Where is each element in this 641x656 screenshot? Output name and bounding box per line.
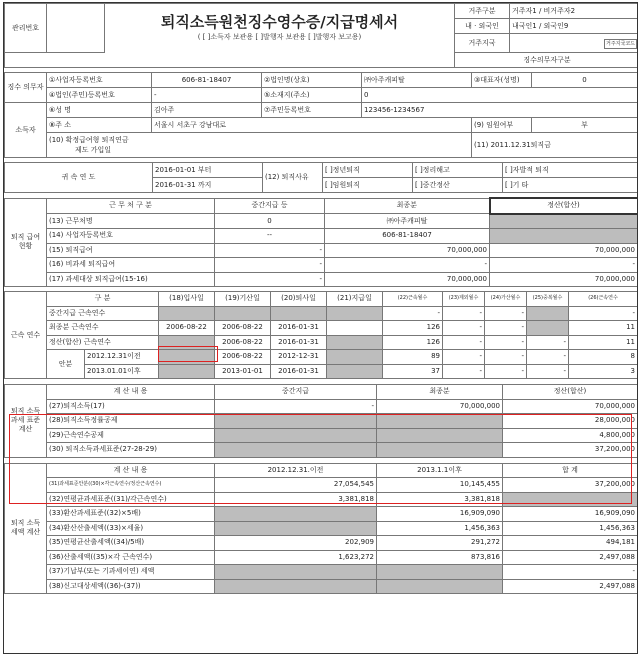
col-pay-date: (21)지급일 xyxy=(327,292,383,307)
tax-cell: 873,816 xyxy=(377,550,503,565)
corpno-value: - xyxy=(152,88,262,103)
service-cell xyxy=(271,306,327,321)
service-cell: - xyxy=(527,364,569,379)
reason-retire-age[interactable]: [ ]정년퇴직 xyxy=(323,163,413,178)
tax-calc-table xyxy=(4,463,638,595)
service-cell: - xyxy=(443,321,485,336)
table-row xyxy=(5,507,638,522)
reason-interim[interactable]: [ ]중간정산 xyxy=(413,178,503,193)
table-row xyxy=(5,321,638,336)
tax-cell: 10,145,455 xyxy=(377,478,503,493)
pay-cell-mid: - xyxy=(215,243,325,258)
tax-col-label: 계 산 내 용 xyxy=(47,463,215,478)
bizno-label: ①사업자등록번호 xyxy=(47,73,152,88)
pay-col-settle: 정산(합산) xyxy=(490,198,638,214)
basis-cell xyxy=(377,443,503,458)
service-row-label: 최종분 근속연수 xyxy=(47,321,159,336)
pay-cell-settle xyxy=(490,214,638,229)
tax-cell xyxy=(215,579,377,594)
pay-group-label: 퇴직 급여 현황 xyxy=(5,198,47,287)
pay-cell-mid: - xyxy=(215,258,325,273)
service-cell xyxy=(159,364,215,379)
service-cell: - xyxy=(527,350,569,365)
table-row xyxy=(5,579,638,594)
basis-group-label: 퇴직 소득 과세 표준 계산 xyxy=(5,385,47,458)
recipient-addr-label: ⑧주 소 xyxy=(47,118,152,133)
name-label: ⑥성 명 xyxy=(47,103,152,118)
basis-cell xyxy=(215,443,377,458)
tax-cell xyxy=(215,507,377,522)
reason-other[interactable]: [ ]기 타 xyxy=(503,178,638,193)
table-row xyxy=(5,258,638,273)
pay-cell-final: 70,000,000 xyxy=(325,272,490,287)
period-from: 2016-01-01 부터 xyxy=(153,163,263,178)
pay-row-label: (14) 사업자등록번호 xyxy=(47,229,215,244)
name-value: 김아주 xyxy=(152,103,262,118)
table-row xyxy=(5,492,638,507)
service-cell: - xyxy=(443,335,485,350)
basis-cell xyxy=(215,428,377,443)
rep-label: ③대표자(성명) xyxy=(472,73,532,88)
service-cell: 126 xyxy=(383,321,443,336)
final-hire-date: 2006-08-22 xyxy=(159,321,215,336)
tax-cell: 2,497,088 xyxy=(503,550,638,565)
service-cell: - xyxy=(443,364,485,379)
form-header xyxy=(4,3,638,68)
form-title: 퇴직소득원천징수영수증/지급명세서 xyxy=(160,13,399,32)
pay-cell-settle: - xyxy=(490,258,638,273)
tax-cell: 1,456,363 xyxy=(503,521,638,536)
period-label: 귀 속 연 도 xyxy=(5,163,153,193)
table-row xyxy=(5,272,638,287)
pay-row-label: (17) 과세대상 퇴직급여(15-16) xyxy=(47,272,215,287)
recipient-addr-value: 서울시 서초구 강남대로 xyxy=(152,118,472,133)
rep-value: 0 xyxy=(532,73,638,88)
service-row-label: 정산(합산) 근속연수 xyxy=(47,335,159,350)
corp-value: ㈜아주캐피탈 xyxy=(362,73,472,88)
basis-cell xyxy=(377,428,503,443)
tax-cell xyxy=(503,492,638,507)
pay-row-label: (16) 비과세 퇴직급여 xyxy=(47,258,215,273)
table-row xyxy=(5,428,638,443)
pay-cell-settle: 70,000,000 xyxy=(490,243,638,258)
tax-cell: 291,272 xyxy=(377,536,503,551)
basis-col-mid: 중간지급 xyxy=(215,385,377,400)
tax-cell: - xyxy=(503,565,638,580)
service-cell: - xyxy=(485,321,527,336)
tax-cell: 202,909 xyxy=(215,536,377,551)
tax-cell: 16,909,090 xyxy=(377,507,503,522)
tax-row-label: (35)연평균산출세액((34)/5배) xyxy=(47,536,215,551)
basis-cell xyxy=(215,414,377,429)
col-leave-date: (20)퇴사일 xyxy=(271,292,327,307)
pension-date-label-2: 제도 가입일 xyxy=(75,146,112,154)
period-info xyxy=(4,162,638,193)
table-row xyxy=(5,521,638,536)
recipient-group-label: 소득자 xyxy=(5,103,47,158)
tax-cell: 3,381,818 xyxy=(377,492,503,507)
rrn-label: ⑦주민등록번호 xyxy=(262,103,362,118)
service-cell: - xyxy=(443,306,485,321)
rrn-value: 123456-1234567 xyxy=(362,103,638,118)
basis-cell: 70,000,000 xyxy=(503,399,638,414)
service-table xyxy=(4,291,638,379)
date11-label: (11) 2011.12.31퇴직금 xyxy=(472,133,638,158)
col-months: (22)근속월수 xyxy=(383,292,443,307)
party-info xyxy=(4,72,638,158)
service-cell xyxy=(327,306,383,321)
tax-row-label: (31)과세표준안분((30)×각근속연수/정산근속연수) xyxy=(47,478,215,493)
table-row xyxy=(5,350,638,365)
service-cell: 2012-12-31 xyxy=(271,350,327,365)
pay-row-label: (13) 근무처명 xyxy=(47,214,215,229)
tax-cell xyxy=(377,579,503,594)
service-cell: 2016-01-31 xyxy=(271,364,327,379)
tax-cell: 1,623,272 xyxy=(215,550,377,565)
pay-col-label: 근 무 처 구 분 xyxy=(47,198,215,214)
reason-voluntary[interactable]: [ ]자발적 퇴직 xyxy=(503,163,638,178)
table-row xyxy=(5,335,638,350)
pay-cell-final: 70,000,000 xyxy=(325,243,490,258)
table-row xyxy=(5,478,638,493)
service-cell: 3 xyxy=(569,364,638,379)
tax-cell: 27,054,545 xyxy=(215,478,377,493)
tax-cell: 494,181 xyxy=(503,536,638,551)
pay-cell-mid: -- xyxy=(215,229,325,244)
service-cell: - xyxy=(443,350,485,365)
table-row xyxy=(5,414,638,429)
service-cell xyxy=(327,350,383,365)
pay-row-label: (15) 퇴직급여 xyxy=(47,243,215,258)
service-cell: 89 xyxy=(383,350,443,365)
tax-row-label: (37)기납부(또는 기과세이연) 세액 xyxy=(47,565,215,580)
service-cell xyxy=(159,335,215,350)
residency-value: 거주자1 / 비거주자2 xyxy=(510,4,639,19)
service-cell: 8 xyxy=(569,350,638,365)
service-cell xyxy=(527,306,569,321)
service-cell: - xyxy=(527,335,569,350)
basis-row-label: (30) 퇴직소득과세표준(27-28-29) xyxy=(47,443,215,458)
service-cell: 11 xyxy=(569,335,638,350)
addr-value: 0 xyxy=(362,88,638,103)
tax-col-pre: 2012.12.31.이전 xyxy=(215,463,377,478)
pay-col-final: 최종분 xyxy=(325,198,490,214)
service-cell: 37 xyxy=(383,364,443,379)
table-row xyxy=(5,443,638,458)
tax-cell xyxy=(215,521,377,536)
col-dup: (25)중복월수 xyxy=(527,292,569,307)
service-cell: 126 xyxy=(383,335,443,350)
country-label: 거주지국 xyxy=(455,34,510,53)
col-years: (26)근속연수 xyxy=(569,292,638,307)
basis-cell: 28,000,000 xyxy=(503,414,638,429)
officer-label: (9) 임원여부 xyxy=(472,118,532,133)
mgmt-no-value[interactable] xyxy=(47,4,105,53)
table-row xyxy=(5,229,638,244)
service-cell: 2016-01-31 xyxy=(271,335,327,350)
service-cell: 11 xyxy=(569,321,638,336)
residency-label: 거주구분 xyxy=(455,4,510,19)
table-row xyxy=(5,565,638,580)
tax-cell: 3,381,818 xyxy=(215,492,377,507)
service-cell: 2013-01-01 xyxy=(215,364,271,379)
service-cell: 2006-08-22 xyxy=(215,335,271,350)
corpno-label: ④법인(주민)등록번호 xyxy=(47,88,152,103)
tax-cell xyxy=(377,565,503,580)
reason-layoff[interactable]: [ ]정리해고 xyxy=(413,163,503,178)
tax-base-table xyxy=(4,384,638,458)
tax-cell xyxy=(215,565,377,580)
tax-row-label: (32)연평균과세표준((31)/각근속연수) xyxy=(47,492,215,507)
service-cell: - xyxy=(485,306,527,321)
country-code-box: 거주지국코드 xyxy=(606,40,635,47)
basis-cell xyxy=(377,414,503,429)
tax-cell: 37,200,000 xyxy=(503,478,638,493)
reason-officer[interactable]: [ ]임원퇴직 xyxy=(323,178,413,193)
tax-cell: 16,909,090 xyxy=(503,507,638,522)
table-row xyxy=(5,214,638,229)
pay-cell-final: ㈜아주캐피탈 xyxy=(325,214,490,229)
col-excluded: (23)제외월수 xyxy=(443,292,485,307)
table-row xyxy=(5,306,638,321)
tax-row-label: (36)산출세액((35)×각 근속연수) xyxy=(47,550,215,565)
pay-cell-mid: 0 xyxy=(215,214,325,229)
service-cell: - xyxy=(485,364,527,379)
service-cell xyxy=(327,364,383,379)
service-group-label: 근속 연수 xyxy=(5,292,47,379)
table-row xyxy=(5,550,638,565)
basis-cell: 70,000,000 xyxy=(377,399,503,414)
pay-table xyxy=(4,197,638,287)
pay-cell-final: 606-81-18407 xyxy=(325,229,490,244)
tax-group-label: 퇴직 소득 세액 계산 xyxy=(5,463,47,594)
basis-cell: 4,800,000 xyxy=(503,428,638,443)
form-subtitle: ( [ ]소득자 보관용 [ ]발행자 보관용 [ ]발행자 보고용) xyxy=(197,33,362,42)
addr-label: ⑤소재지(주소) xyxy=(262,88,362,103)
split-label: 안분 xyxy=(47,350,85,379)
pay-cell-final: - xyxy=(325,258,490,273)
service-cell: 2016-01-31 xyxy=(271,321,327,336)
bizno-value: 606-81-18407 xyxy=(152,73,262,88)
basis-row-label: (29)근속연수공제 xyxy=(47,428,215,443)
reason-label: (12) 퇴직사유 xyxy=(263,163,323,193)
table-row xyxy=(5,364,638,379)
tax-row-label: (33)환산과세표준((32)×5배) xyxy=(47,507,215,522)
service-cell: - xyxy=(485,335,527,350)
basis-row-label: (28)퇴직소득정률공제 xyxy=(47,414,215,429)
service-row-label: 2013.01.01이후 xyxy=(85,364,159,379)
basis-cell: - xyxy=(215,399,377,414)
basis-col-label: 계 산 내 용 xyxy=(47,385,215,400)
tax-row-label: (38)신고대상세액((36)-(37)) xyxy=(47,579,215,594)
basis-row-label: (27)퇴직소득(17) xyxy=(47,399,215,414)
basis-col-final: 최종분 xyxy=(377,385,503,400)
service-cell: - xyxy=(485,350,527,365)
period-to: 2016-01-31 까지 xyxy=(153,178,263,193)
table-row xyxy=(5,536,638,551)
service-row-label: 중간지급 근속연수 xyxy=(47,306,159,321)
tax-cell: 1,456,363 xyxy=(377,521,503,536)
service-cell: - xyxy=(383,306,443,321)
service-col-label: 구 분 xyxy=(47,292,159,307)
table-row xyxy=(5,399,638,414)
service-cell xyxy=(327,321,383,336)
tax-col-total: 합 계 xyxy=(503,463,638,478)
tax-cell: 2,497,088 xyxy=(503,579,638,594)
col-added: (24)가산월수 xyxy=(485,292,527,307)
withholder-group-label: 징수 의무자 xyxy=(5,73,47,103)
withholding-receipt-form xyxy=(3,2,638,654)
pay-cell-mid: - xyxy=(215,272,325,287)
service-cell: 2006-08-22 xyxy=(215,321,271,336)
tax-col-post: 2013.1.1이후 xyxy=(377,463,503,478)
pension-date-label-1: (10) 확정급여형 퇴직연금 xyxy=(49,136,129,144)
service-row-label: 2012.12.31이전 xyxy=(85,350,159,365)
levy-type-label: 징수의무자구분 xyxy=(455,53,639,68)
basis-cell: 37,200,000 xyxy=(503,443,638,458)
col-start-date: (19)기산일 xyxy=(215,292,271,307)
service-cell xyxy=(327,335,383,350)
basis-col-settle: 정산(합산) xyxy=(503,385,638,400)
corp-label: ②법인명(상호) xyxy=(262,73,362,88)
nationality-label: 내 · 외국인 xyxy=(455,19,510,34)
pay-col-mid: 중간지급 등 xyxy=(215,198,325,214)
pay-cell-settle xyxy=(490,229,638,244)
service-cell: - xyxy=(569,306,638,321)
nationality-value: 내국인1 / 외국인9 xyxy=(510,19,639,34)
tax-row-label: (34)환산산출세액((33)×세율) xyxy=(47,521,215,536)
officer-value: 부 xyxy=(532,118,638,133)
col-hire-date: (18)입사일 xyxy=(159,292,215,307)
service-cell xyxy=(159,306,215,321)
service-cell: 2006-08-22 xyxy=(215,350,271,365)
service-cell xyxy=(159,350,215,365)
table-row xyxy=(5,243,638,258)
mgmt-no-label: 관리번호 xyxy=(5,4,47,53)
pay-cell-settle: 70,000,000 xyxy=(490,272,638,287)
service-cell xyxy=(527,321,569,336)
service-cell xyxy=(215,306,271,321)
